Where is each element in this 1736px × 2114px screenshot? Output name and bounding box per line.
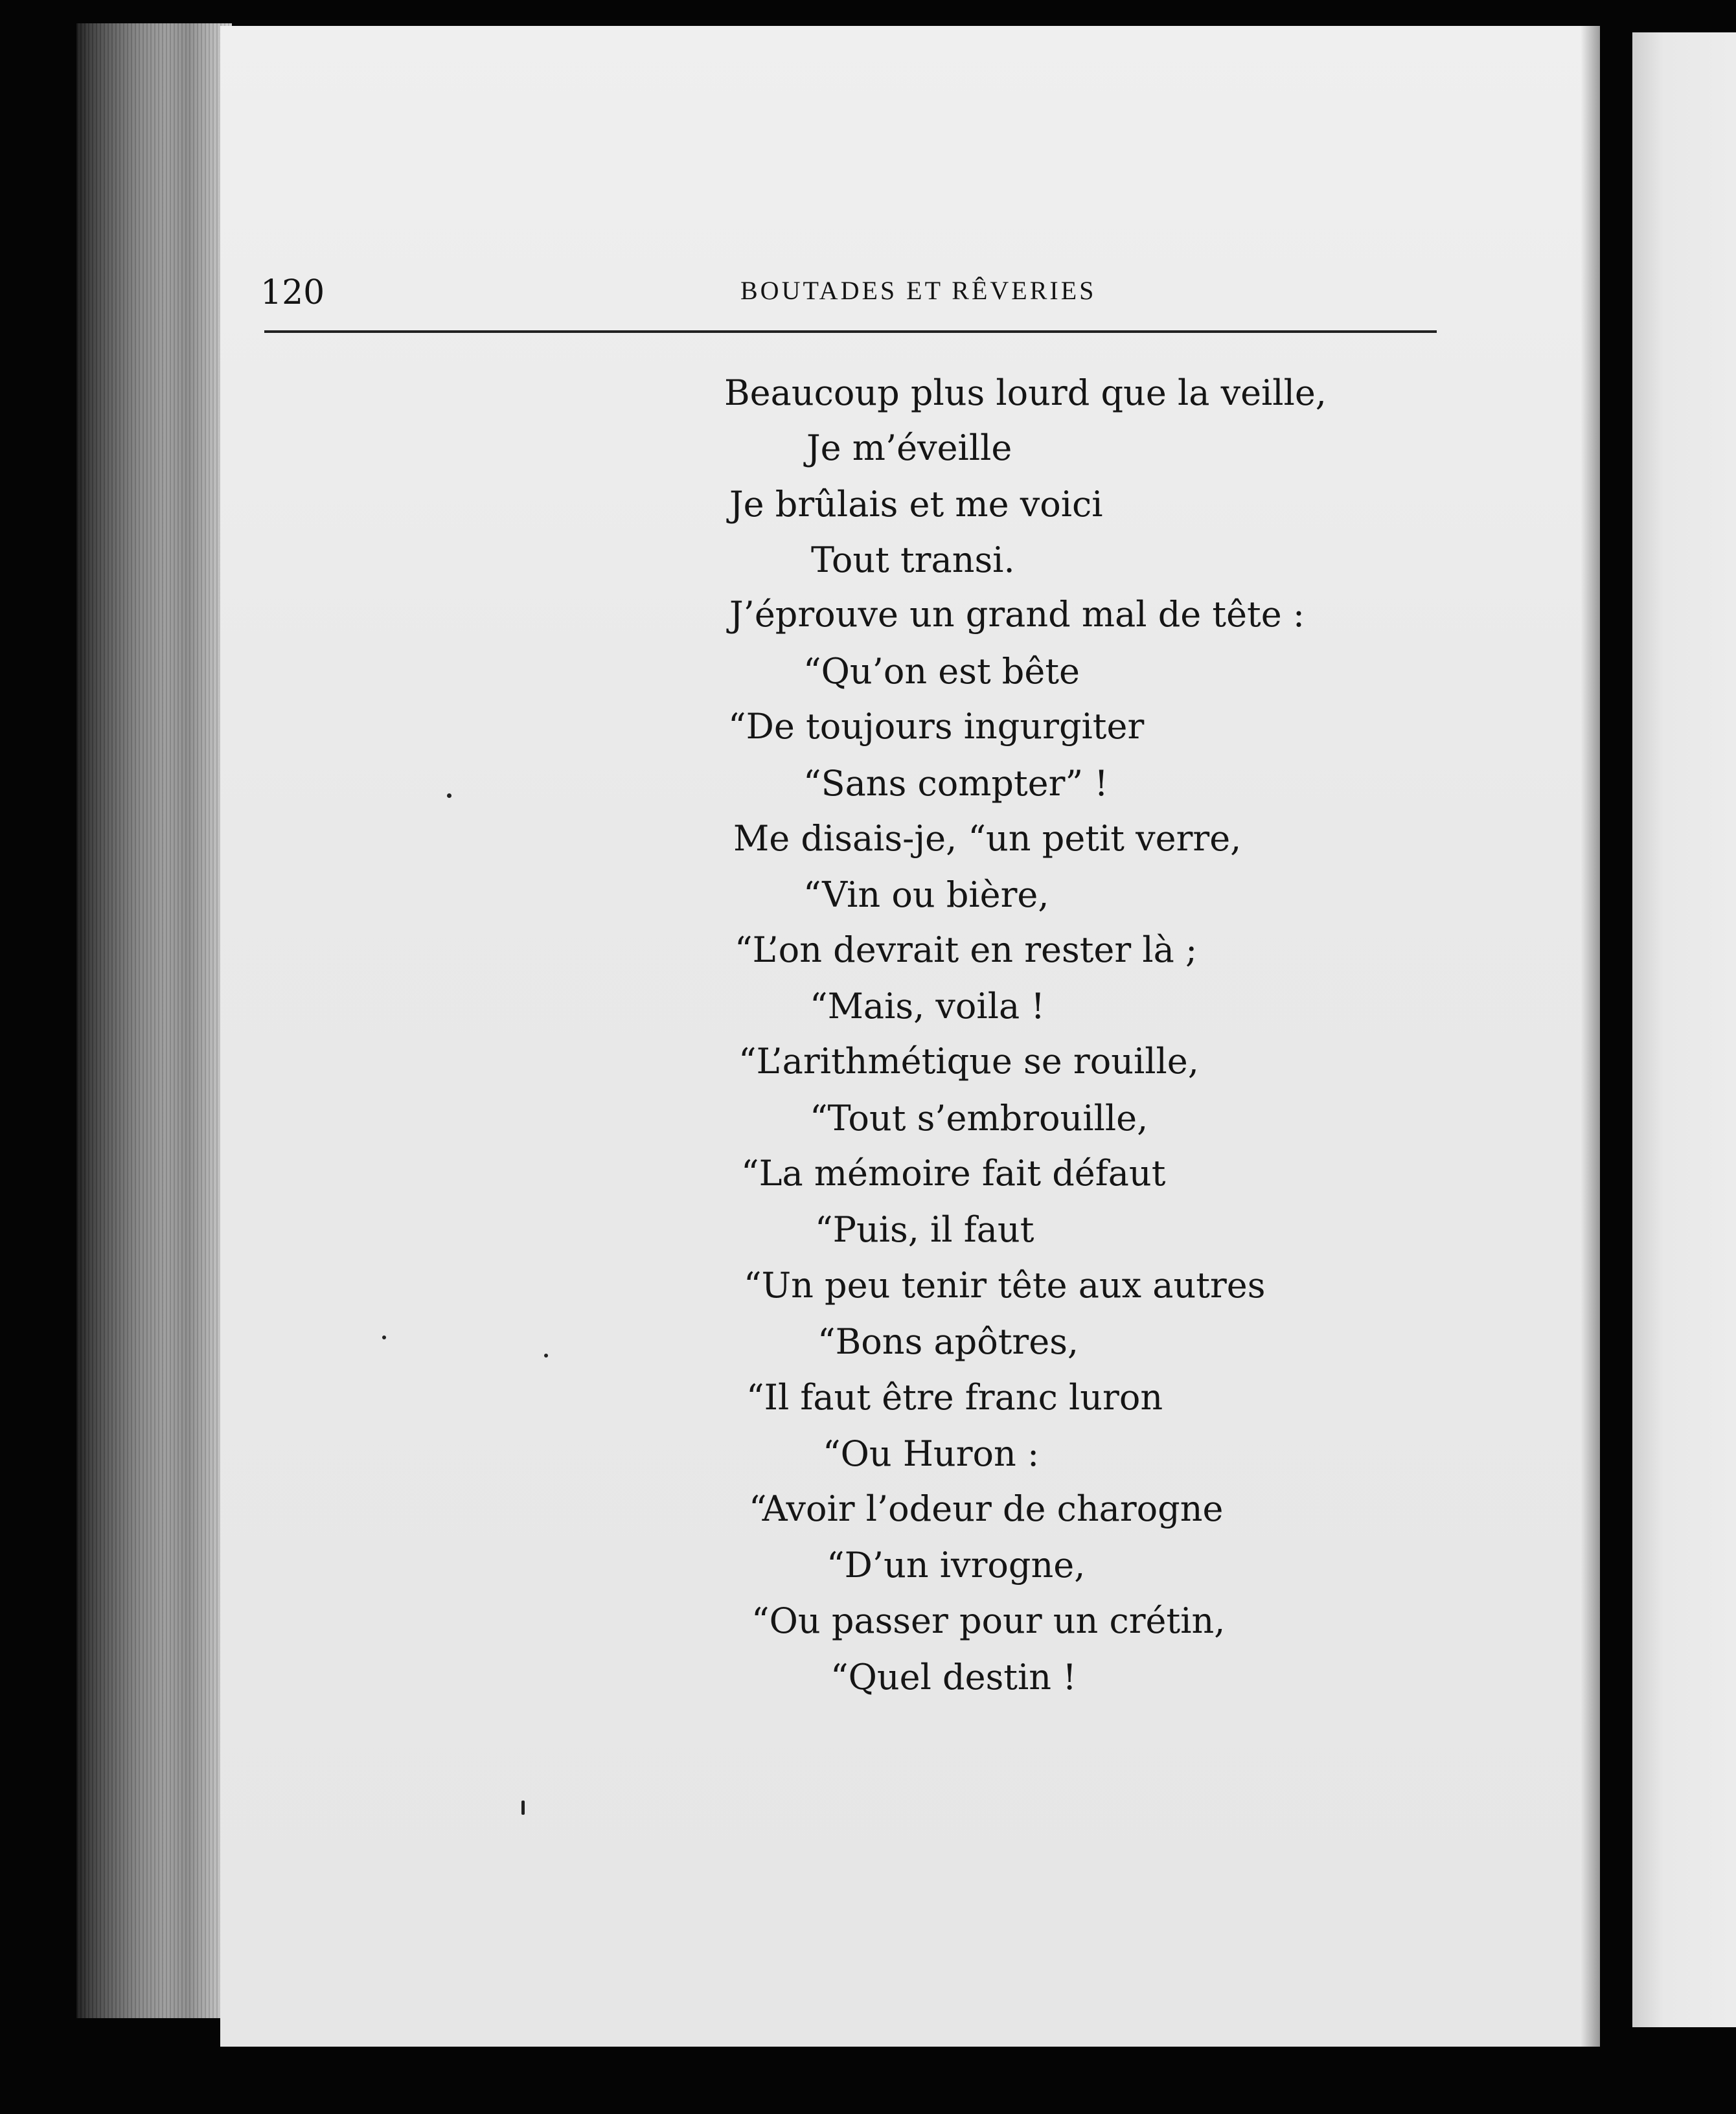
- verse-line: “D’un ivrogne,: [827, 1545, 1086, 1586]
- verse-line: “Un peu tenir tête aux autres: [744, 1265, 1266, 1306]
- verse-line: “De toujours ingurgiter: [728, 706, 1145, 747]
- page-number: 120: [260, 273, 325, 312]
- page-edges: [76, 23, 232, 2018]
- verse-line: “Avoir l’odeur de charogne: [749, 1488, 1224, 1529]
- verse-line: “L’arithmétique se rouille,: [738, 1041, 1199, 1082]
- verse-line: “Ou Huron :: [823, 1433, 1040, 1474]
- scan-speck: [447, 793, 451, 798]
- verse-line: Me disais-je, “un petit verre,: [733, 818, 1242, 859]
- verse-line: Beaucoup plus lourd que la veille,: [724, 372, 1327, 413]
- verse-line: Je brûlais et me voici: [729, 484, 1103, 525]
- scan-speck: [382, 1335, 386, 1339]
- book-page: [220, 26, 1600, 2047]
- verse-line: “Quel destin !: [830, 1657, 1077, 1698]
- header-rule: [264, 330, 1437, 333]
- verse-line: J’éprouve un grand mal de tête :: [729, 594, 1305, 635]
- verse-line: Je m’éveille: [806, 427, 1012, 468]
- verse-line: “Puis, il faut: [815, 1209, 1034, 1250]
- verse-line: “Tout s’embrouille,: [810, 1098, 1148, 1139]
- verse-line: Tout transi.: [811, 540, 1015, 580]
- verse-line: “La mémoire fait défaut: [741, 1153, 1166, 1194]
- verse-line: “Ou passer pour un crétin,: [751, 1600, 1226, 1641]
- scan-speck: [521, 1801, 525, 1815]
- verse-line: “L’on devrait en rester là ;: [735, 929, 1198, 970]
- gutter-shadow: [1581, 26, 1600, 2047]
- verse-line: “Mais, voila !: [810, 986, 1045, 1027]
- facing-page-edge: [1632, 32, 1736, 2027]
- verse-line: “Vin ou bière,: [803, 874, 1049, 915]
- verse-line: “Il faut être franc luron: [746, 1377, 1163, 1418]
- verse-line: “Bons apôtres,: [817, 1321, 1079, 1362]
- scan-speck: [544, 1354, 548, 1358]
- running-title: BOUTADES ET RÊVERIES: [740, 276, 1097, 305]
- verse-line: “Sans compter” !: [803, 763, 1108, 804]
- verse-line: “Qu’on est bête: [803, 651, 1080, 692]
